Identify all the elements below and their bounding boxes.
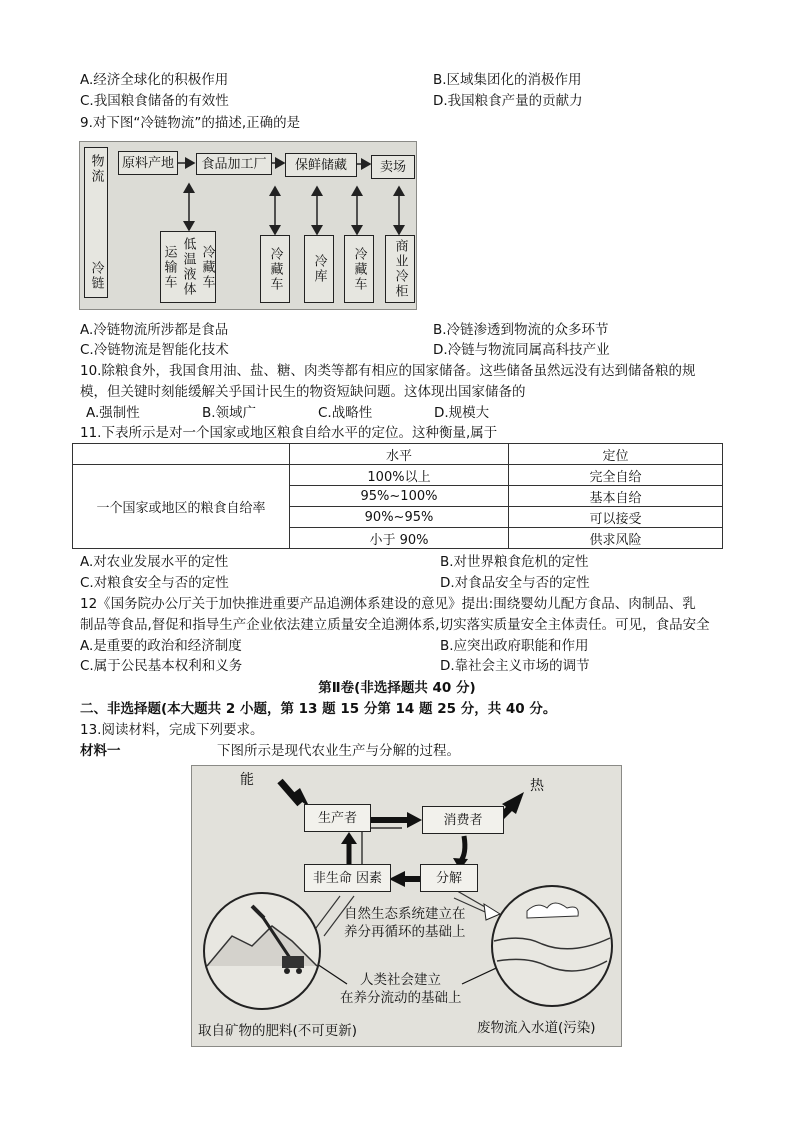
box-reefer-2: 冷藏车 — [260, 235, 290, 303]
label-transport: 运输车 — [161, 244, 177, 290]
material-label: 材料一 — [80, 743, 121, 759]
q8-option-c: C.我国粮食储备的有效性 — [80, 93, 229, 109]
table-cell-position: 可以接受 — [509, 507, 723, 528]
q10-line-1: 10.除粮食外，我国食用油、盐、糖、肉类等都有相应的国家储备。这些储备虽然远没有达到储备粮的规 — [80, 363, 696, 379]
q11-stem: 11.下表所示是对一个国家或地区粮食自给水平的定位。这种衡量,属于 — [80, 425, 498, 441]
table-cell-position: 基本自给 — [509, 486, 723, 507]
q9-option-c: C.冷链物流是智能化技术 — [80, 342, 229, 358]
q9-option-a: A.冷链物流所涉都是食品 — [80, 322, 229, 338]
box-cold-storage: 冷库 — [304, 235, 334, 303]
heat-label: 热 — [530, 778, 544, 794]
q13-stem: 13.阅读材料，完成下列要求。 — [80, 722, 264, 738]
human-society-line-2: 在养分流动的基础上 — [340, 990, 462, 1006]
q9-stem: 9.对下图“冷链物流”的描述,正确的是 — [80, 115, 301, 131]
natural-ecosystem-line-2: 养分再循环的基础上 — [344, 924, 466, 940]
box-market: 卖场 — [371, 155, 415, 179]
box-food-factory: 食品加工厂 — [196, 153, 272, 175]
q10-option-b: B.领域广 — [202, 405, 257, 421]
consumer-box: 消费者 — [422, 806, 504, 834]
q8-option-a: A.经济全球化的积极作用 — [80, 72, 229, 88]
ecosystem-diagram — [191, 765, 622, 1047]
cold-chain-left-box — [84, 147, 108, 298]
table-header-level: 水平 — [290, 444, 509, 465]
q10-option-d: D.规模大 — [434, 405, 490, 421]
box-transport-group — [160, 231, 216, 303]
q9-option-d: D.冷链与物流同属高科技产业 — [433, 342, 610, 358]
box-commercial-freezer: 商业冷柜 — [385, 235, 415, 303]
q12-option-d: D.靠社会主义市场的调节 — [440, 658, 590, 674]
table-cell-level: 90%~95% — [290, 507, 509, 528]
q12-line-2: 制品等食品,督促和指导生产企业依法建立质量安全追溯体系,切实落实质量安全主体责任。可见，食品安全 — [80, 617, 710, 633]
q11-option-b: B.对世界粮食危机的定性 — [440, 554, 589, 570]
table-header-row — [73, 444, 723, 465]
self-sufficiency-table — [72, 443, 723, 549]
energy-label: 能 — [240, 772, 254, 788]
logistics-label: 物流 — [88, 154, 104, 184]
table-header-empty — [73, 444, 290, 465]
q12-line-1: 12《国务院办公厅关于加快推进重要产品追溯体系建设的意见》提出:围绕婴幼儿配方食品、肉制品、乳 — [80, 596, 696, 612]
box-raw-material: 原料产地 — [118, 151, 178, 175]
table-cell-position: 完全自给 — [509, 465, 723, 486]
cold-chain-diagram — [79, 141, 417, 310]
q11-option-c: C.对粮食安全与否的定性 — [80, 575, 229, 591]
mineral-fertilizer-caption: 取自矿物的肥料(不可更新) — [198, 1023, 358, 1039]
human-society-line-1: 人类社会建立 — [360, 972, 441, 988]
table-row — [73, 465, 723, 486]
q11-option-d: D.对食品安全与否的定性 — [440, 575, 590, 591]
table-cell-level: 小于 90% — [290, 528, 509, 549]
q8-option-d: D.我国粮食产量的贡献力 — [433, 93, 583, 109]
label-low-temp: 低温液体 — [180, 237, 196, 297]
q9-option-b: B.冷链渗透到物流的众多环节 — [433, 322, 609, 338]
box-reefer-3: 冷藏车 — [344, 235, 374, 303]
q10-option-c: C.战略性 — [318, 405, 373, 421]
cold-chain-label: 冷链 — [88, 261, 104, 291]
q11-option-a: A.对农业发展水平的定性 — [80, 554, 229, 570]
table-row-label: 一个国家或地区的粮食自给率 — [73, 465, 290, 549]
volume-2-title: 第Ⅱ卷(非选择题共 40 分) — [318, 680, 476, 696]
section-2-heading: 二、非选择题(本大题共 2 小题，第 13 题 15 分第 14 题 25 分，共 40 分。 — [80, 701, 557, 717]
waste-pollution-caption: 废物流入水道(污染) — [477, 1020, 596, 1036]
table-cell-position: 供求风险 — [509, 528, 723, 549]
q8-option-b: B.区域集团化的消极作用 — [433, 72, 582, 88]
q12-option-b: B.应突出政府职能和作用 — [440, 638, 589, 654]
q12-option-a: A.是重要的政治和经济制度 — [80, 638, 242, 654]
q10-line-2: 模，但关键时刻能缓解关乎国计民生的物资短缺问题。这体现出国家储备的 — [80, 384, 526, 400]
table-header-position: 定位 — [509, 444, 723, 465]
table-cell-level: 100%以上 — [290, 465, 509, 486]
decompose-box: 分解 — [420, 864, 478, 892]
q12-option-c: C.属于公民基本权利和义务 — [80, 658, 243, 674]
label-reefer-1: 冷藏车 — [199, 244, 215, 290]
material-text: 下图所示是现代农业生产与分解的过程。 — [217, 743, 460, 759]
natural-ecosystem-line-1: 自然生态系统建立在 — [344, 906, 466, 922]
producer-box: 生产者 — [304, 804, 371, 832]
abiotic-factor-box: 非生命 因素 — [304, 864, 391, 892]
table-cell-level: 95%~100% — [290, 486, 509, 507]
box-fresh-storage: 保鲜储藏 — [285, 153, 357, 177]
q10-option-a: A.强制性 — [86, 405, 140, 421]
